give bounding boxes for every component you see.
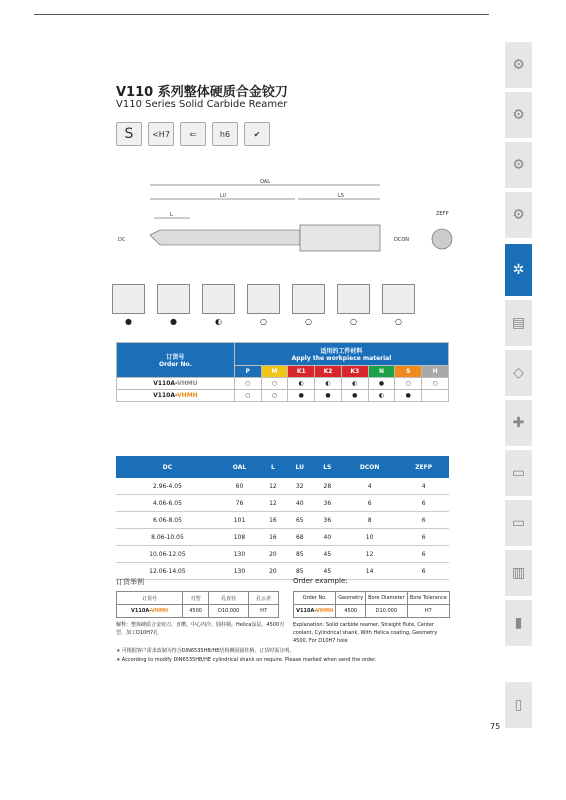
apply-header: 适用的工件材料 Apply the workpiece material <box>234 343 448 366</box>
hole-icon <box>337 284 370 314</box>
solid-badge: S <box>116 122 142 146</box>
example-title-cn: 订货举例 <box>116 578 144 586</box>
table-cell: 40 <box>286 495 314 512</box>
table-cell: 20 <box>260 546 286 563</box>
table-cell: 40 <box>314 529 341 546</box>
table-cell: 6 <box>398 495 449 512</box>
page-subtitle: V110 Series Solid Carbide Reamer <box>116 99 288 110</box>
table-row <box>116 529 449 546</box>
sidebar-tab-tool-icon[interactable]: ▤ <box>505 300 532 346</box>
suitability-cell: ● <box>368 378 395 390</box>
table-cell: 45 <box>314 546 341 563</box>
table-row <box>116 512 449 529</box>
sidebar-tab-gear-icon[interactable]: ⚙ <box>505 142 532 188</box>
oal-label: OAL <box>260 179 271 185</box>
table-cell: 6 <box>398 529 449 546</box>
hole-mark: ● <box>125 317 132 326</box>
table-cell: 130 <box>219 546 260 563</box>
suitability-cell <box>422 390 449 402</box>
table-cell: 12 <box>260 495 286 512</box>
note-en: ∗ According to modify DIN6535HB/HE cylindrical shank on require. Please marked when send the order. <box>116 657 377 663</box>
hole-icon <box>157 284 190 314</box>
reamer-drawing <box>110 175 470 275</box>
suitability-cell: ○ <box>234 390 261 402</box>
suitability-cell: ● <box>395 390 422 402</box>
table-cell: 6 <box>398 546 449 563</box>
sidebar-tab-gear-icon[interactable]: ⚙ <box>505 192 532 238</box>
table-cell: 68 <box>286 529 314 546</box>
explanation-en: Explanation: Solid carbide reamer, Straight flute, Center coolant, Cylindrical shank, With Helica coating, Geometry 4500, For D10H7 hole <box>293 622 438 644</box>
table-cell: 16 <box>260 512 286 529</box>
hole-icon <box>247 284 280 314</box>
table-row: V110A-VHMH ○ ○ ● ● ● ◐ ● <box>117 390 449 402</box>
table-cell: 16 <box>260 529 286 546</box>
material-s: S <box>395 366 422 378</box>
tolerance-badge: <H7 <box>148 122 174 146</box>
zefp-label: ZEFP <box>436 211 449 217</box>
table-cell: 6 <box>398 563 449 580</box>
material-k1: K1 <box>288 366 315 378</box>
table-cell: 108 <box>219 529 260 546</box>
table-cell: 6 <box>341 495 398 512</box>
ls-label: LS <box>338 193 344 199</box>
table-cell: 14 <box>341 563 398 580</box>
table-cell: 4 <box>398 478 449 495</box>
suitability-cell: ● <box>341 390 368 402</box>
suitability-cell: ○ <box>234 378 261 390</box>
suitability-cell: ● <box>288 390 315 402</box>
table-cell: 45 <box>314 563 341 580</box>
hole-suitability <box>112 317 415 326</box>
sidebar-tab-chuck-icon[interactable]: ▥ <box>505 550 532 596</box>
hole-mark: ● <box>170 317 177 326</box>
column-header: DCON <box>341 456 398 478</box>
sidebar-tab-holder-icon[interactable]: ▭ <box>505 450 532 496</box>
suitability-cell: ◐ <box>341 378 368 390</box>
column-header: LS <box>314 456 341 478</box>
hole-mark: ○ <box>305 317 312 326</box>
column-header: LU <box>286 456 314 478</box>
sidebar-tab-bar-icon[interactable]: ▮ <box>505 600 532 646</box>
material-h: H <box>422 366 449 378</box>
table-row: V110A-VHMU ○ ○ ◐ ◐ ◐ ● ○ ○ <box>117 378 449 390</box>
material-table <box>116 342 449 402</box>
table-cell: 28 <box>314 478 341 495</box>
top-rule <box>34 14 489 15</box>
material-n: N <box>368 366 395 378</box>
column-header: ZEFP <box>398 456 449 478</box>
table-cell: 12 <box>260 478 286 495</box>
dc-label: DC <box>118 237 126 243</box>
suitability-cell: ◐ <box>368 390 395 402</box>
note-cn: ∗ 可根据客户需求改制为符合DIN6535HB/HE结构侧固圆柱柄，订货时需注明。 <box>116 648 295 654</box>
table-cell: 2.96-4.05 <box>116 478 219 495</box>
table-cell: 36 <box>314 512 341 529</box>
table-cell: 76 <box>219 495 260 512</box>
table-cell: 4.06-6.05 <box>116 495 219 512</box>
table-cell: 4 <box>341 478 398 495</box>
table-cell: 85 <box>286 563 314 580</box>
material-k2: K2 <box>315 366 342 378</box>
material-p: P <box>234 366 261 378</box>
suitability-cell: ◐ <box>315 378 342 390</box>
dcon-label: DCON <box>394 237 410 243</box>
page-number: 75 <box>490 722 501 731</box>
sidebar-tab-gear-icon[interactable]: ⚙ <box>505 42 532 88</box>
hole-icon <box>292 284 325 314</box>
hole-mark: ◐ <box>215 317 222 326</box>
l-label: L <box>170 212 173 218</box>
suitability-cell: ● <box>315 390 342 402</box>
suitability-cell: ○ <box>395 378 422 390</box>
sidebar-tab-gear-icon[interactable]: ⚙ <box>505 92 532 138</box>
table-cell: 12.06-14.05 <box>116 563 219 580</box>
table-cell: 10 <box>341 529 398 546</box>
table-cell: 8.06-10.05 <box>116 529 219 546</box>
example-table-en: Order No. Geometry Bore Diameter Bore Tolerance V110A-VHMH 4500 D10.000 H7 <box>293 591 450 618</box>
table-cell: 6.06-8.05 <box>116 512 219 529</box>
suitability-cell: ◐ <box>288 378 315 390</box>
explanation-cn: 解释：整体硬质合金铰刀、直槽、中心内冷、圆柱柄、Helica涂层、4500刃型、加工D10H7孔 <box>116 622 285 636</box>
table-cell: 32 <box>286 478 314 495</box>
dimension-table <box>116 456 449 580</box>
sidebar-tab-reamer-icon[interactable]: ✲ <box>505 244 532 296</box>
shank-badge: h6 <box>212 122 238 146</box>
sidebar-tab-holder-icon[interactable]: ▭ <box>505 500 532 546</box>
hole-icon <box>382 284 415 314</box>
page-title: V110 系列整体硬质合金铰刀 <box>116 85 288 100</box>
order-header: 订货号 Order No. <box>117 343 235 378</box>
table-cell: 12 <box>341 546 398 563</box>
sidebar-tab-insert-icon[interactable]: ◇ <box>505 350 532 396</box>
table-row <box>116 563 449 580</box>
material-m: M <box>261 366 288 378</box>
table-row <box>116 546 449 563</box>
column-header: OAL <box>219 456 260 478</box>
table-cell: 85 <box>286 546 314 563</box>
worker-icon: ✔ <box>244 122 270 146</box>
table-row <box>116 478 449 495</box>
hole-icon <box>202 284 235 314</box>
suitability-cell: ○ <box>422 378 449 390</box>
suitability-cell: ○ <box>261 390 288 402</box>
feature-badges <box>116 122 270 146</box>
column-header: L <box>260 456 286 478</box>
table-cell: 20 <box>260 563 286 580</box>
hole-mark: ○ <box>395 317 402 326</box>
section-view <box>432 229 452 249</box>
table-cell: 10.06-12.05 <box>116 546 219 563</box>
table-cell: 101 <box>219 512 260 529</box>
table-cell: 60 <box>219 478 260 495</box>
lu-label: LU <box>220 193 227 199</box>
table-cell: 130 <box>219 563 260 580</box>
table-row <box>116 495 449 512</box>
example-table-cn: 订货号 刃型 孔直径 孔公差 V110A-VHMH 4500 D10.000 H7 <box>116 591 279 618</box>
table-cell: 65 <box>286 512 314 529</box>
table-cell: 6 <box>398 512 449 529</box>
hole-icon <box>112 284 145 314</box>
hole-mark: ○ <box>350 317 357 326</box>
table-cell: 36 <box>314 495 341 512</box>
sidebar-tab-cross-icon[interactable]: ✚ <box>505 400 532 446</box>
hole-types <box>112 284 415 314</box>
sidebar-tab-sleeve-icon[interactable]: ▯ <box>505 682 532 728</box>
example-title-en: Order example: <box>293 577 348 585</box>
coolant-icon: ⇐ <box>180 122 206 146</box>
table-cell: 8 <box>341 512 398 529</box>
suitability-cell: ○ <box>261 378 288 390</box>
material-k3: K3 <box>341 366 368 378</box>
hole-mark: ○ <box>260 317 267 326</box>
column-header: DC <box>116 456 219 478</box>
